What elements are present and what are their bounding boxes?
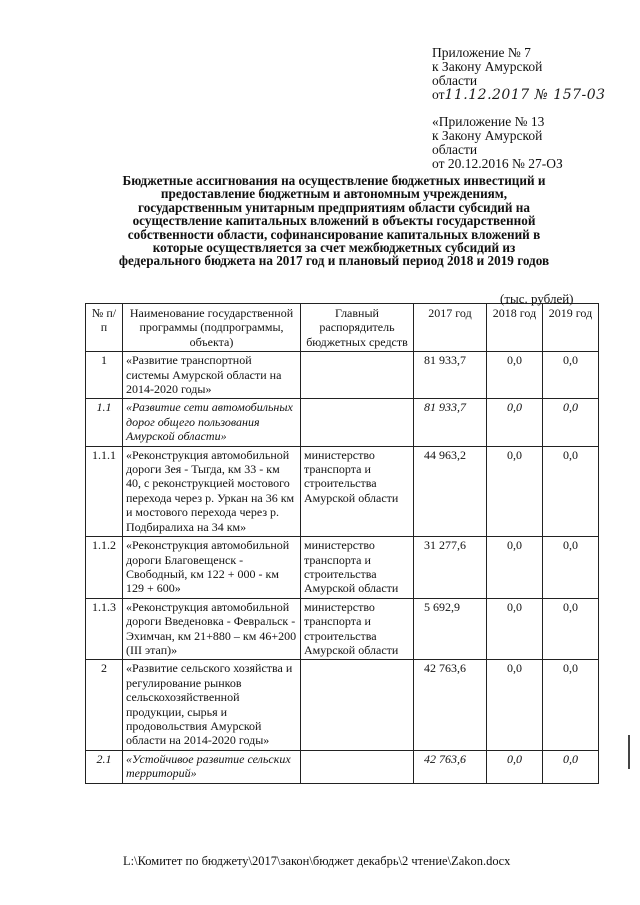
title-line: Бюджетные ассигнования на осуществление бюджетных инвестиций и <box>122 173 546 188</box>
row-2017: 31 277,6 <box>414 537 487 599</box>
header-num: № п/п <box>86 304 123 352</box>
row-2018: 0,0 <box>487 598 543 660</box>
header-2019: 2019 год <box>543 304 599 352</box>
row-num: 1.1.3 <box>86 598 123 660</box>
header-manager: Главный распорядитель бюджетных средств <box>301 304 414 352</box>
row-2018: 0,0 <box>487 750 543 783</box>
row-manager <box>301 352 414 399</box>
appendix-7-line3: области <box>432 73 478 88</box>
appendix-7-block <box>432 46 606 102</box>
table-row <box>86 399 599 446</box>
row-2019: 0,0 <box>543 399 599 446</box>
row-name: «Развитие транспортной системы Амурской области на 2014-2020 годы» <box>123 352 301 399</box>
row-2019: 0,0 <box>543 660 599 750</box>
handwritten-date: 11.12.2017 № 157-03 <box>444 87 606 103</box>
table-row <box>86 750 599 783</box>
table-header-row <box>86 304 599 352</box>
appendix-7-date-line <box>432 88 606 102</box>
header-name: Наименование государственной программы (подпрограммы, объекта) <box>123 304 301 352</box>
appendix-13-line4: от 20.12.2016 № 27-ОЗ <box>432 156 563 171</box>
row-name: «Устойчивое развитие сельских территорий» <box>123 750 301 783</box>
row-2017: 42 763,6 <box>414 750 487 783</box>
row-manager <box>301 660 414 750</box>
row-2019: 0,0 <box>543 446 599 536</box>
title-line: федерального бюджета на 2017 год и плановый период 2018 и 2019 годов <box>118 253 550 269</box>
row-2018: 0,0 <box>487 660 543 750</box>
row-2018: 0,0 <box>487 399 543 446</box>
table-row <box>86 537 599 599</box>
row-num: 1.1 <box>86 399 123 446</box>
appendix-13-block <box>432 115 563 171</box>
table-row <box>86 446 599 536</box>
file-path-footer: L:\Комитет по бюджету\2017\закон\бюджет декабрь\2 чтение\Zakon.docx <box>123 854 511 868</box>
row-num: 1 <box>86 352 123 399</box>
row-2017: 5 692,9 <box>414 598 487 660</box>
table-row <box>86 660 599 750</box>
scan-artifact <box>628 735 630 769</box>
header-2017: 2017 год <box>414 304 487 352</box>
title-line: собственности области, софинансирование капитальных вложений в <box>127 226 541 242</box>
appendix-7-line2: к Закону Амурской <box>432 59 543 74</box>
title-line: государственным унитарным предприятиям области субсидий на <box>138 199 530 215</box>
table-row <box>86 598 599 660</box>
row-name: «Развитие сети автомобильных дорог общего пользования Амурской области» <box>123 399 301 446</box>
row-num: 1.1.2 <box>86 537 123 599</box>
title-line: осуществление капитальных вложений в объекты государственной <box>132 213 536 229</box>
appendix-13-line3: области <box>432 142 478 157</box>
row-manager: министерство транспорта и строительства Амурской области <box>301 598 414 660</box>
row-manager: министерство транспорта и строительства Амурской области <box>301 537 414 599</box>
row-2018: 0,0 <box>487 446 543 536</box>
row-2019: 0,0 <box>543 750 599 783</box>
row-num: 1.1.1 <box>86 446 123 536</box>
row-2017: 81 933,7 <box>414 352 487 399</box>
appendix-13-line1: «Приложение № 13 <box>432 114 545 129</box>
row-2019: 0,0 <box>543 352 599 399</box>
row-manager <box>301 399 414 446</box>
row-manager: министерство транспорта и строительства Амурской области <box>301 446 414 536</box>
units-label: (тыс. рублей) <box>500 291 574 306</box>
table-row <box>86 352 599 399</box>
appendix-7-date-prefix: от <box>432 87 445 102</box>
row-name: «Реконструкция автомобильной дороги Зея - Тыгда, км 33 - км 40, с реконструкцией мостового перехода через р. Уркан на 36 км и мостового перехода через р. Подбиралиха на 34 км» <box>123 446 301 536</box>
budget-table <box>85 303 599 784</box>
row-manager <box>301 750 414 783</box>
row-name: «Реконструкция автомобильной дороги Благовещенск - Свободный, км 122 + 000 - км 129 + 600» <box>123 537 301 599</box>
row-name: «Развитие сельского хозяйства и регулирование рынков сельскохозяйственной продукции, сырья и продовольствия Амурской области на 2014-2020 годы» <box>123 660 301 750</box>
row-num: 2.1 <box>86 750 123 783</box>
row-num: 2 <box>86 660 123 750</box>
appendix-13-line2: к Закону Амурской <box>432 128 543 143</box>
title-line: которые осуществляется за счет межбюджетных субсидий из <box>152 240 516 256</box>
row-2017: 81 933,7 <box>414 399 487 446</box>
row-2018: 0,0 <box>487 537 543 599</box>
row-name: «Реконструкция автомобильной дороги Введеновка - Февральск - Эхимчан, км 21+880 – км 46+200 (III этап)» <box>123 598 301 660</box>
row-2019: 0,0 <box>543 537 599 599</box>
appendix-7-line1: Приложение № 7 <box>432 45 531 60</box>
document-title <box>74 174 594 268</box>
row-2017: 44 963,2 <box>414 446 487 536</box>
row-2019: 0,0 <box>543 598 599 660</box>
title-line: предоставление бюджетным и автономным учреждениям, <box>160 186 508 202</box>
header-2018: 2018 год <box>487 304 543 352</box>
row-2017: 42 763,6 <box>414 660 487 750</box>
row-2018: 0,0 <box>487 352 543 399</box>
